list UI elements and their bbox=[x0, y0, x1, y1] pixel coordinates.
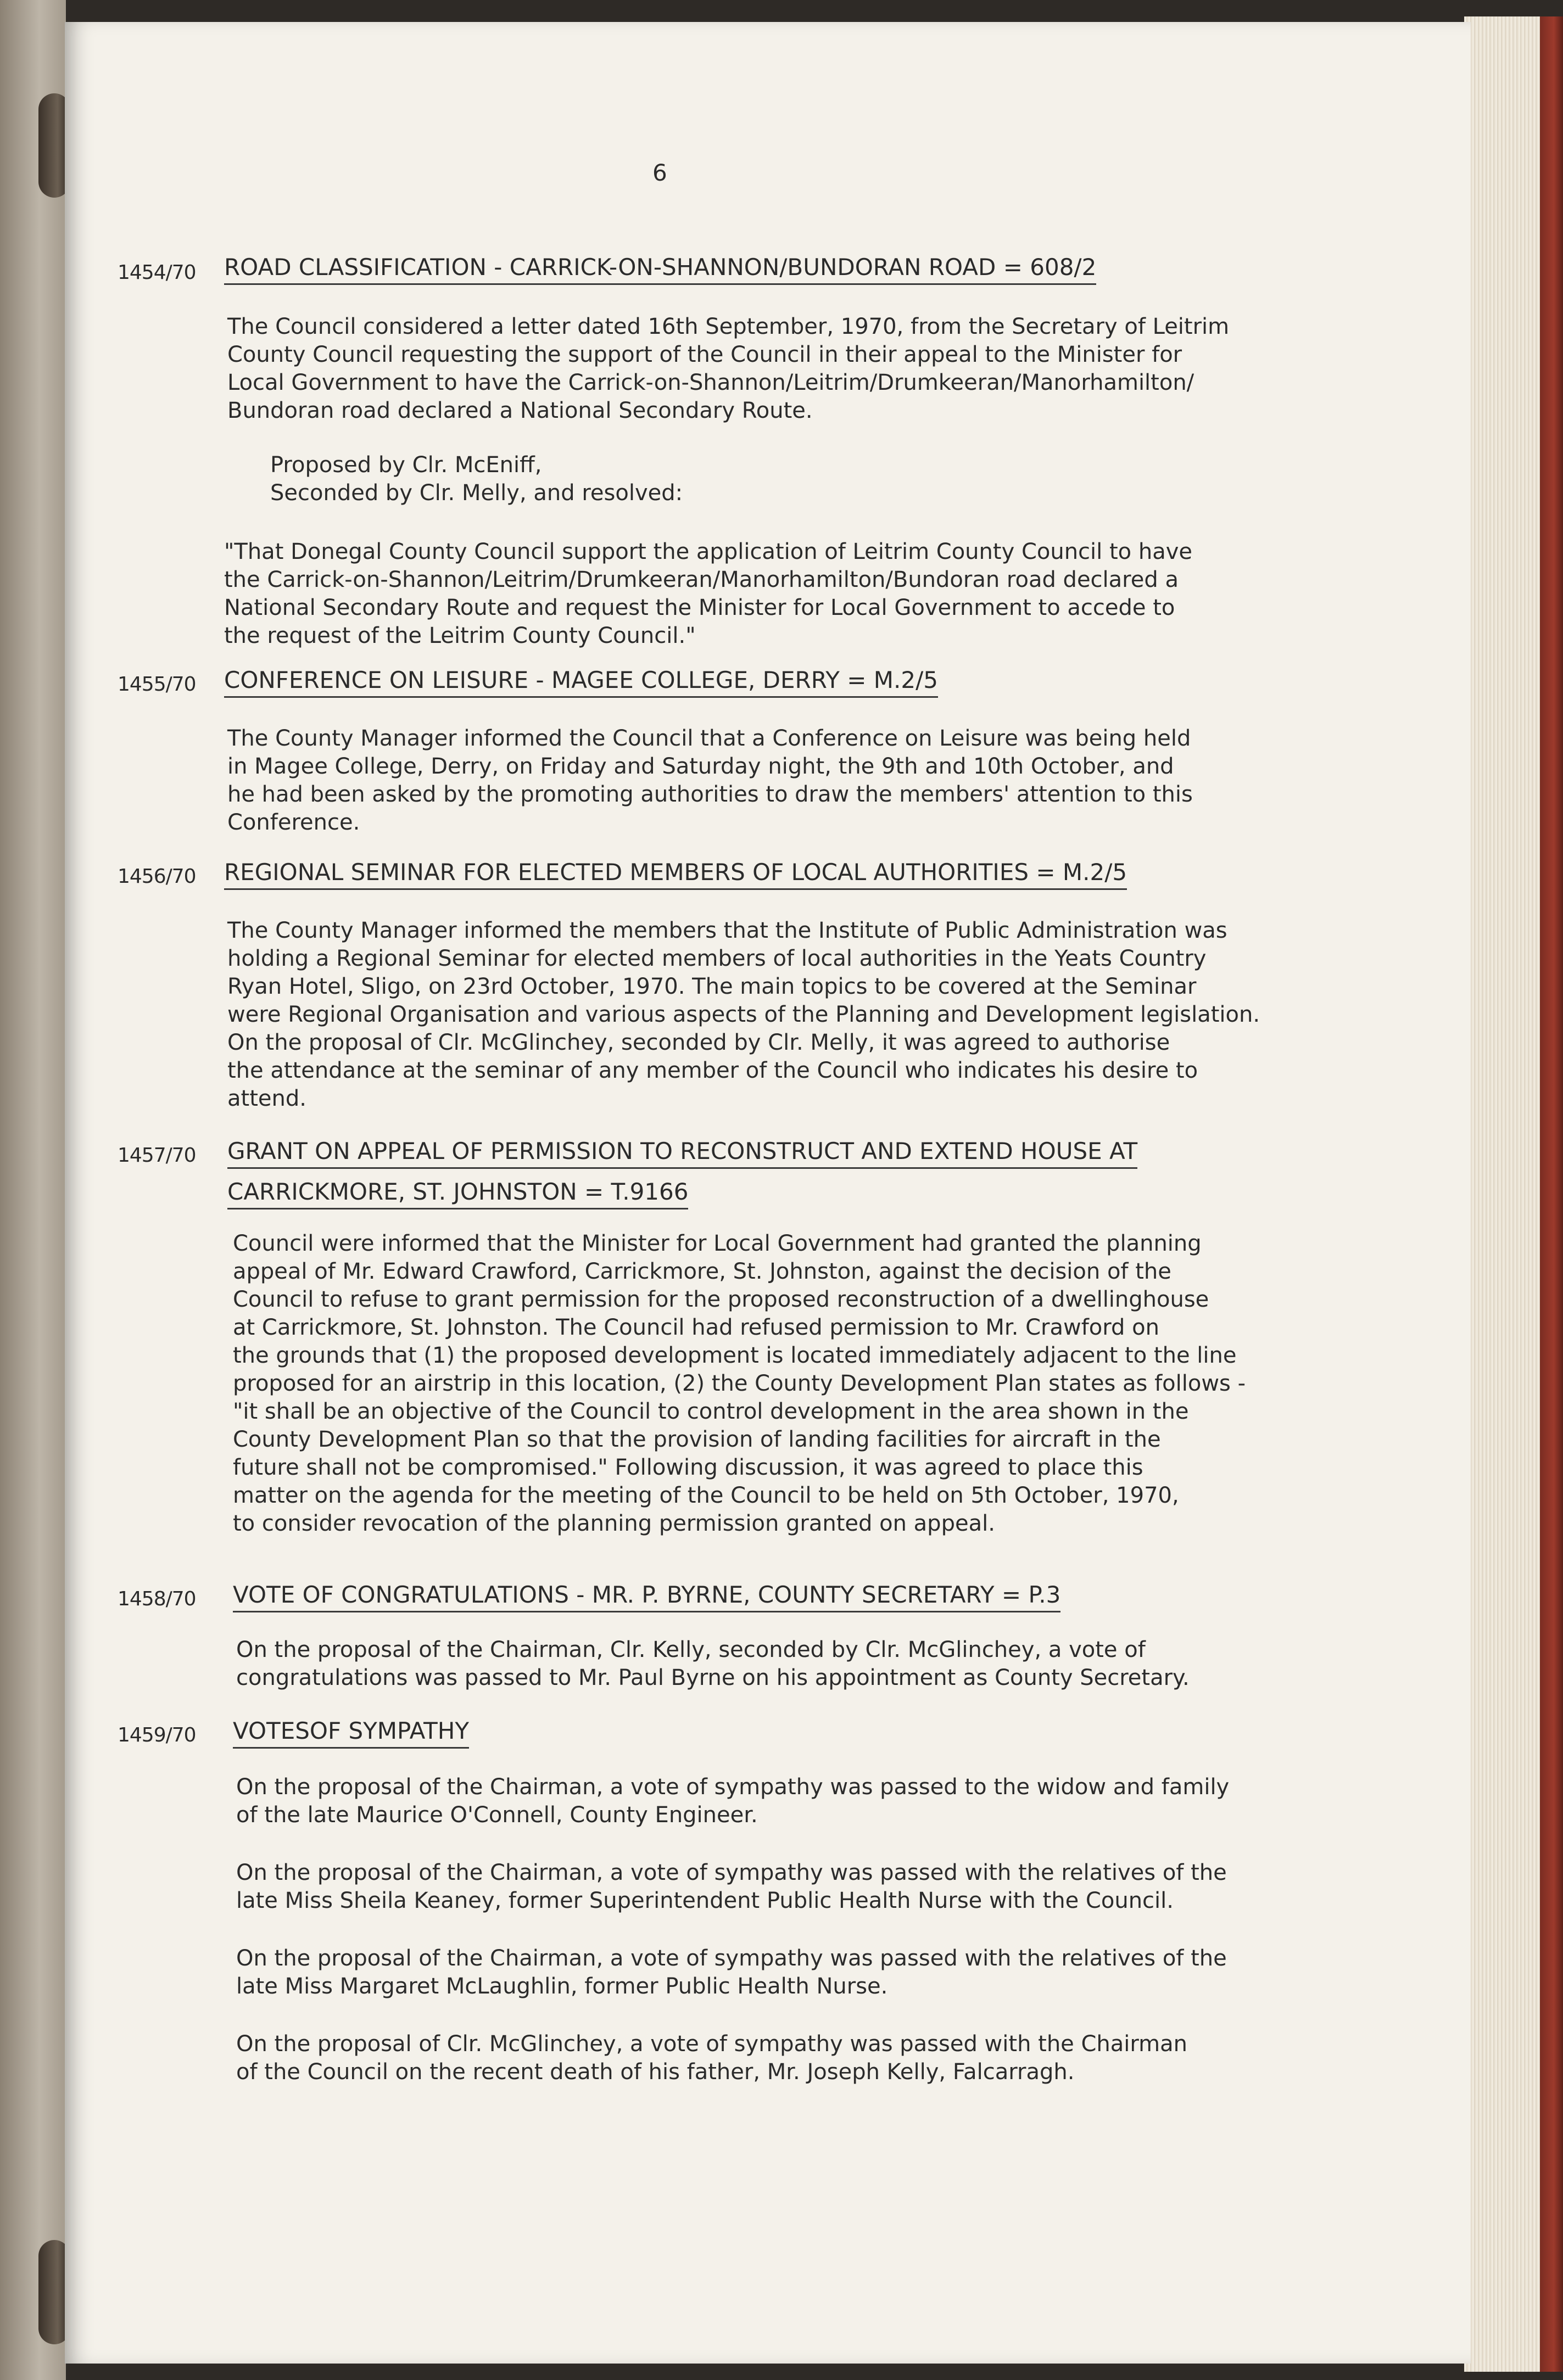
minute-paragraph: On the proposal of the Chairman, a vote of sympathy was passed with the relatives of the late Miss Margaret McLaughlin, former Public Health Nurse. bbox=[236, 1946, 1227, 1999]
binding-left bbox=[0, 0, 66, 2380]
minute-paragraph: The County Manager informed the Council that a Conference on Leisure was being held in Magee College, Derry, on Friday and Saturday night, the 9th and 10th October, and he had been asked by the promoting authorities to draw the members' attention to this Conference. bbox=[227, 726, 1193, 835]
minute-heading: GRANT ON APPEAL OF PERMISSION TO RECONSTRUCT AND EXTEND HOUSE AT bbox=[227, 1136, 1137, 1169]
minute-heading: VOTESOF SYMPATHY bbox=[233, 1716, 469, 1749]
motion-text: Proposed by Clr. McEniff, Seconded by Clr. Melly, and resolved: bbox=[270, 452, 683, 506]
minute-paragraph: On the proposal of the Chairman, a vote of sympathy was passed with the relatives of the late Miss Sheila Keaney, former Superintendent Public Health Nurse with the Council. bbox=[236, 1860, 1227, 1913]
minute-heading: ROAD CLASSIFICATION - CARRICK-ON-SHANNON/BUNDORAN ROAD = 608/2 bbox=[224, 253, 1096, 285]
cover-edge bbox=[1540, 16, 1563, 2372]
minute-ref: 1455/70 bbox=[118, 673, 196, 696]
minute-heading-continued: CARRICKMORE, ST. JOHNSTON = T.9166 bbox=[227, 1177, 688, 1209]
minute-ref: 1456/70 bbox=[118, 865, 196, 888]
page-number: 6 bbox=[652, 159, 667, 186]
minute-paragraph: Council were informed that the Minister for Local Government had granted the planning appeal of Mr. Edward Crawford, Carrickmore, St. Johnston, against the decision of the Council to refuse to grant permission for the proposed reconstruction of a dwellinghouse at Carrickmore, St. Johnston. The Council had refused permission to Mr. Crawford on the grounds that (1) the proposed development is located immediately adjacent to the line proposed for an airstrip in this location, (2) the County Development Plan states as follows - "it shall be an objective of the Council to control development in the area shown in the County Development Plan so that the provision of landing facilities for aircraft in the future shall not be compromised." Following discussion, it was agreed to place this matter on the agenda for the meeting of the Council to be held on 5th October, 1970, to consider revocation of the planning permission granted on appeal. bbox=[233, 1231, 1246, 1536]
minute-ref: 1454/70 bbox=[118, 261, 196, 284]
minute-heading: REGIONAL SEMINAR FOR ELECTED MEMBERS OF LOCAL AUTHORITIES = M.2/5 bbox=[224, 858, 1127, 890]
minute-paragraph: On the proposal of Clr. McGlinchey, a vote of sympathy was passed with the Chairman of the Council on the recent death of his father, Mr. Joseph Kelly, Falcarragh. bbox=[236, 2031, 1187, 2085]
minute-paragraph: The County Manager informed the members that the Institute of Public Administration was holding a Regional Seminar for elected members of local authorities in the Yeats Country Ryan Hotel, Sligo, on 23rd October, 1970. The main topics to be covered at the Seminar were Regional Organisation and various aspects of the Planning and Development legislation. On the proposal of Clr. McGlinchey, seconded by Clr. Melly, it was agreed to authorise the attendance at the seminar of any member of the Council who indicates his desire to attend. bbox=[227, 918, 1260, 1111]
minute-ref: 1459/70 bbox=[118, 1724, 196, 1746]
minute-paragraph: The Council considered a letter dated 16th September, 1970, from the Secretary of Leitrim County Council requesting the support of the Council in their appeal to the Minister for Local Government to have the Carrick-on-Shannon/Leitrim/Drumkeeran/Manorhamilton/ Bundoran road declared a National Secondary Route. bbox=[227, 314, 1230, 423]
minute-paragraph: On the proposal of the Chairman, Clr. Kelly, seconded by Clr. McGlinchey, a vote of congratulations was passed to Mr. Paul Byrne on his appointment as County Secretary. bbox=[236, 1637, 1190, 1690]
minute-ref: 1458/70 bbox=[118, 1588, 196, 1610]
resolution-text: "That Donegal County Council support the application of Leitrim County Council to have the Carrick-on-Shannon/Leitrim/Drumkeeran/Manorhamilton/Bundoran road declared a National Secondary Route and request the Minister for Local Government to accede to the request of the Leitrim County Council." bbox=[224, 539, 1193, 648]
minute-ref: 1457/70 bbox=[118, 1144, 196, 1167]
minute-heading: CONFERENCE ON LEISURE - MAGEE COLLEGE, DERRY = M.2/5 bbox=[224, 665, 938, 698]
minute-heading: VOTE OF CONGRATULATIONS - MR. P. BYRNE, COUNTY SECRETARY = P.3 bbox=[233, 1580, 1060, 1612]
minute-paragraph: On the proposal of the Chairman, a vote of sympathy was passed to the widow and family of the late Maurice O'Connell, County Engineer. bbox=[236, 1774, 1230, 1828]
document-page bbox=[65, 22, 1471, 2364]
